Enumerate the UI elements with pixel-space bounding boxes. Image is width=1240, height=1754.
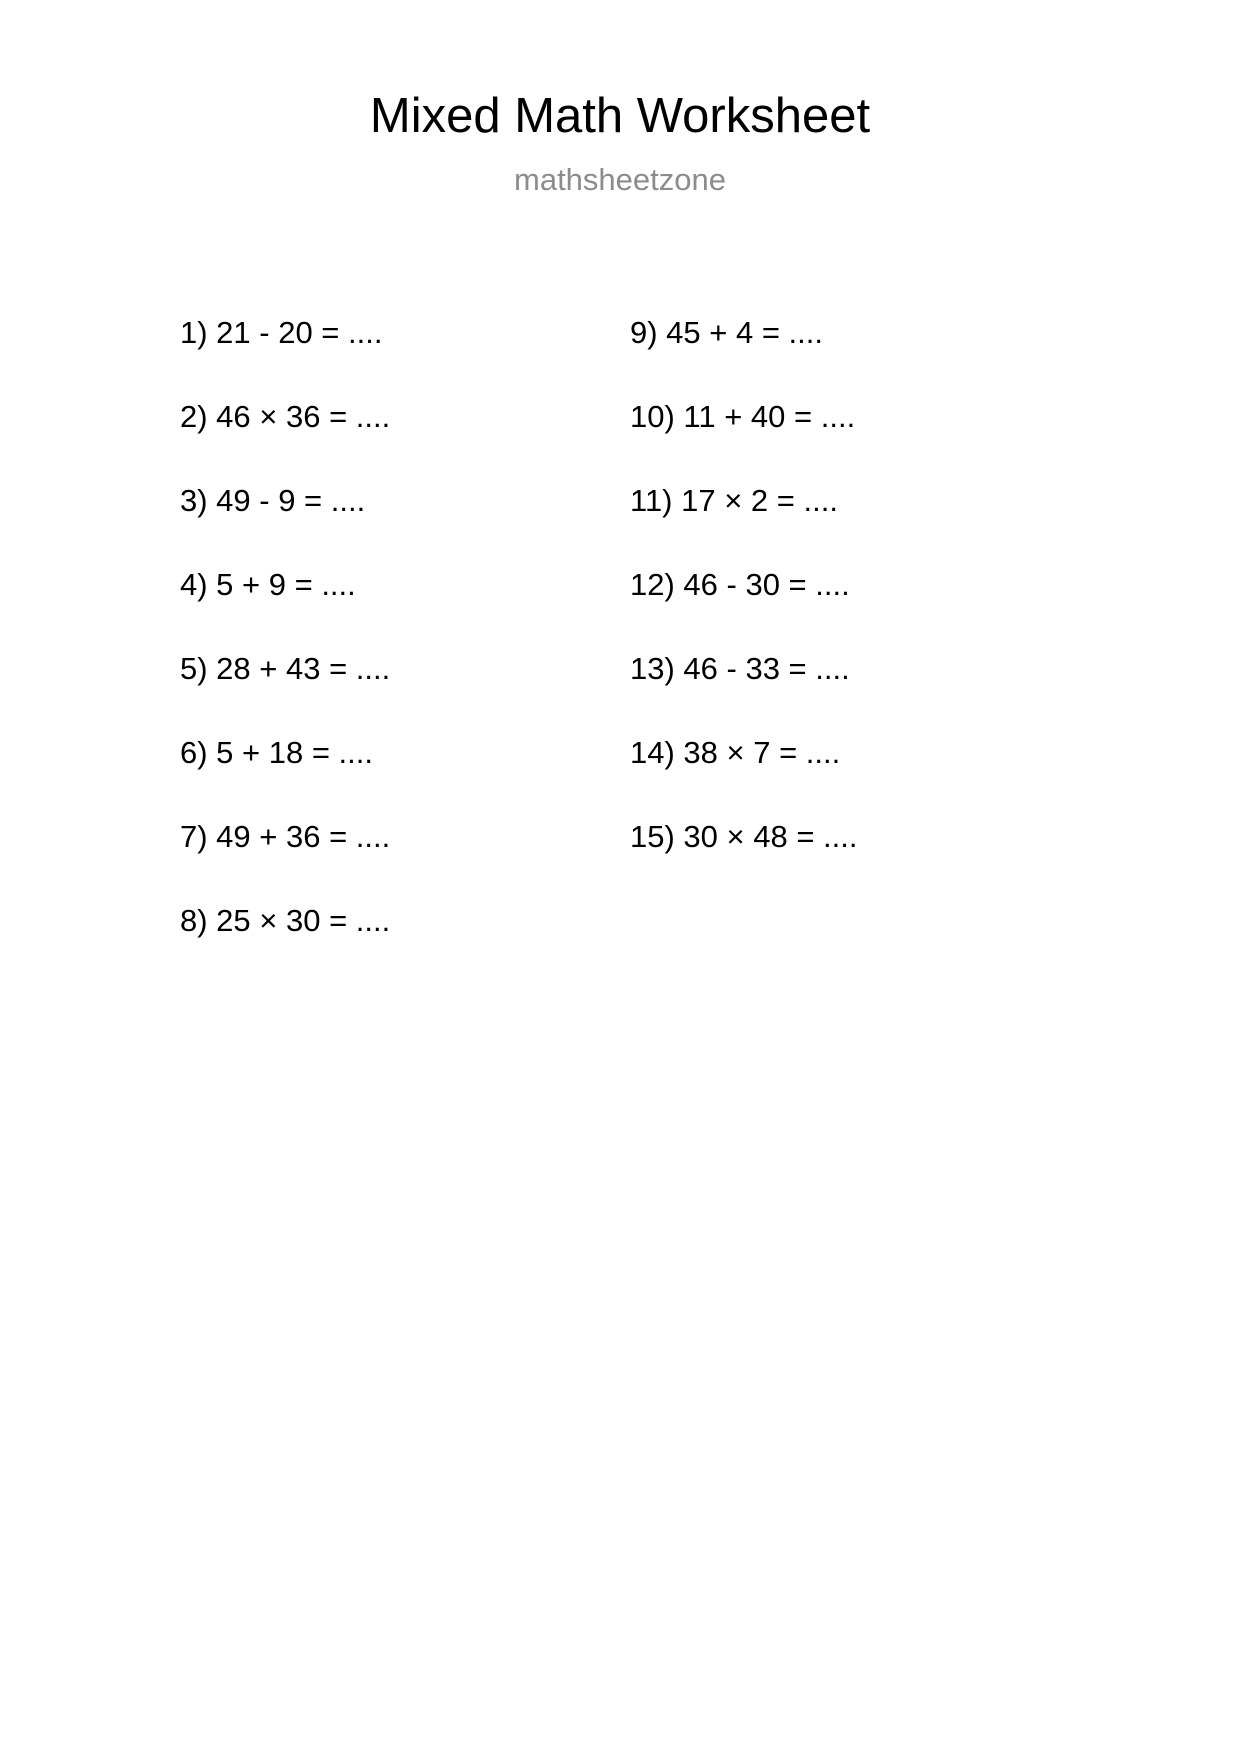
problem-item: 14) 38 × 7 = .... (630, 734, 841, 770)
problem-item: 15) 30 × 48 = .... (630, 818, 858, 854)
problem-item: 4) 5 + 9 = .... (180, 566, 356, 602)
problem-item: 6) 5 + 18 = .... (180, 734, 374, 770)
problems-container (0, 290, 1240, 962)
problem-item: 10) 11 + 40 = .... (630, 398, 856, 434)
problem-item: 7) 49 + 36 = .... (180, 818, 391, 854)
page-title: Mixed Math Worksheet (369, 89, 871, 143)
problem-item: 11) 17 × 2 = .... (630, 482, 838, 518)
problem-item: 3) 49 - 9 = .... (180, 482, 366, 518)
page-subtitle: mathsheetzone (514, 162, 726, 197)
problem-item: 12) 46 - 30 = .... (630, 566, 850, 602)
problem-item: 1) 21 - 20 = .... (180, 314, 383, 350)
problems-column-right (630, 290, 1090, 878)
problem-item: 13) 46 - 33 = .... (630, 650, 850, 686)
problem-item: 5) 28 + 43 = .... (180, 650, 391, 686)
problem-item: 9) 45 + 4 = .... (630, 314, 824, 350)
problems-column-left (180, 290, 630, 962)
problem-item: 8) 25 × 30 = .... (180, 902, 391, 938)
problem-item: 2) 46 × 36 = .... (180, 398, 391, 434)
